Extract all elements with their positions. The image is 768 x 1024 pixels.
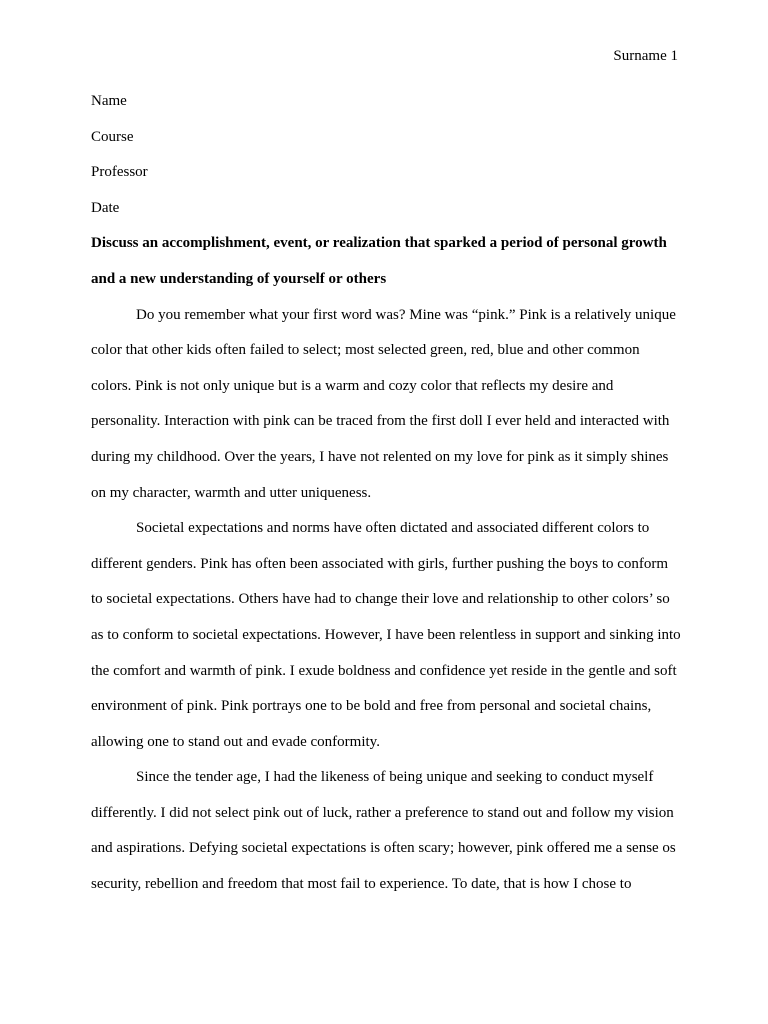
paragraph-3: Since the tender age, I had the likeness of being unique and seeking to conduct myself differently. I did not select pink out of luck, rather a preference to stand out and follow my vision and aspirations. Defying societal expectations is often scary; however, pink offered me a sense os security, rebellion and freedom that most fail to experience. To date, that is how I chose to: [91, 769, 676, 893]
student-name: Name: [91, 93, 127, 109]
running-header: Surname 1: [613, 48, 678, 64]
date-line: Date: [91, 199, 120, 216]
professor-name: Professor: [91, 164, 148, 181]
essay-title: Discuss an accomplishment, event, or realization that sparked a period of personal growth and a new understanding of yourself or others: [91, 235, 667, 287]
document-body: [91, 84, 681, 903]
course-name: Course: [91, 128, 134, 145]
paragraph-1: Do you remember what your first word was? Mine was “pink.” Pink is a relatively unique color that other kids often failed to select; most selected green, red, blue and other common colors. Pink is not only unique but is a warm and cozy color that reflects my desire and personality. Interaction with pink can be traced from the first doll I ever held and interacted with during my childhood. Over the years, I have not relented on my love for pink as it simply shines on my character, warmth and utter uniqueness.: [91, 306, 676, 501]
paragraph-2: Societal expectations and norms have often dictated and associated different colors to different genders. Pink has often been associated with girls, further pushing the boys to conform to societal expectations. Others have had to change their love and relationship to other colors’ so as to conform to societal expectations. However, I have been relentless in support and sinking into the comfort and warmth of pink. I exude boldness and confidence yet reside in the gentle and soft environment of pink. Pink portrays one to be bold and free from personal and societal chains, allowing one to stand out and evade conformity.: [91, 520, 681, 750]
